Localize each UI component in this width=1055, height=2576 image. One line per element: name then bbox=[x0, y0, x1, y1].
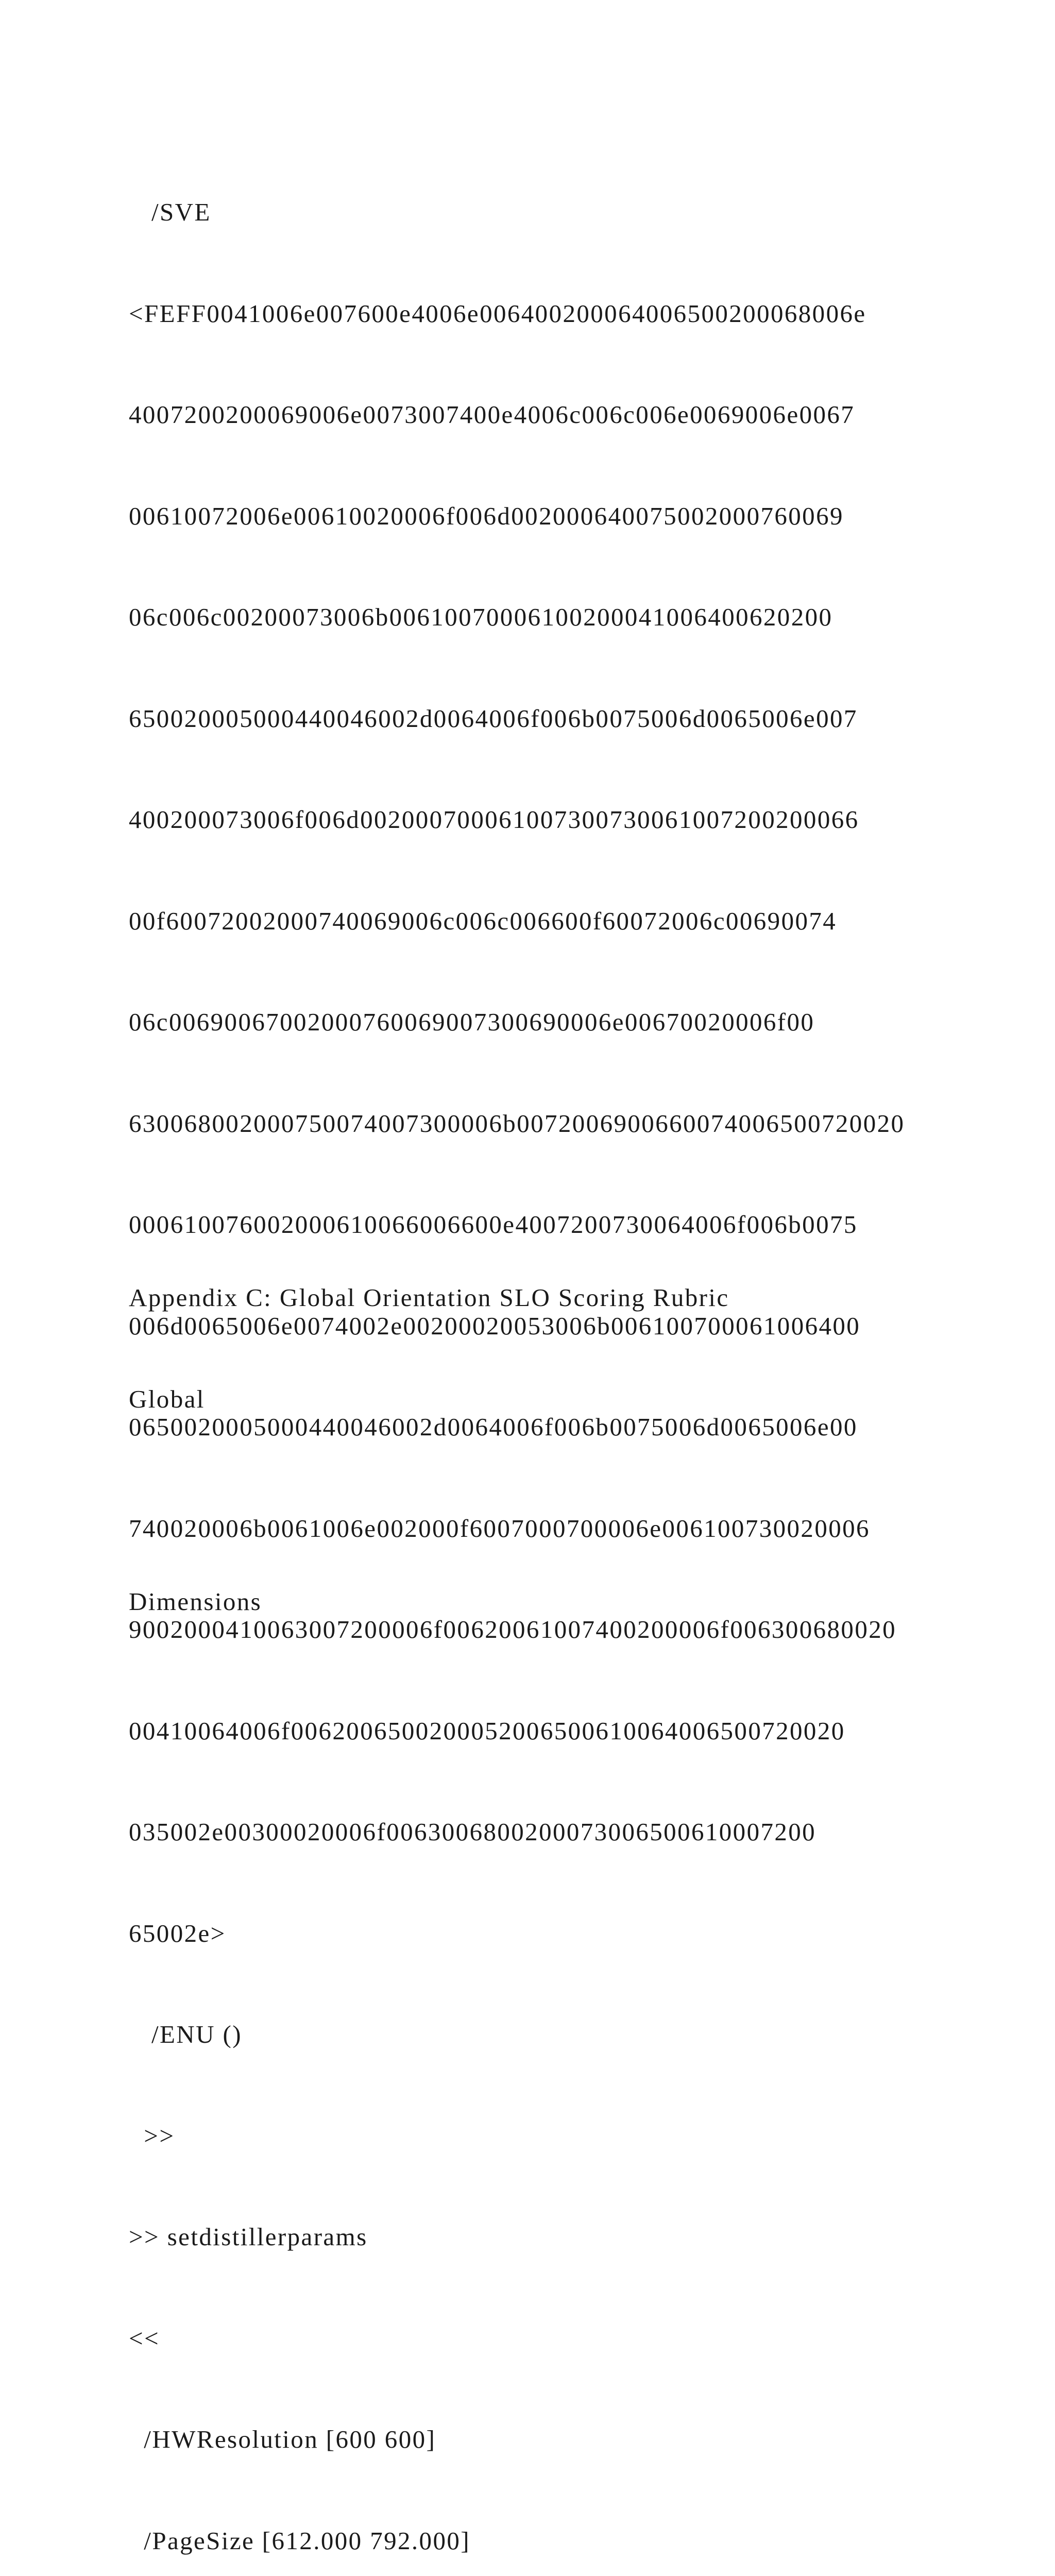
code-line: << bbox=[129, 2324, 160, 2352]
code-line: 000610076002000610066006600e4007200730064006f006b0075 bbox=[129, 1210, 858, 1239]
code-line: >> setdistillerparams bbox=[129, 2223, 368, 2251]
appendix-subtitle-global: Global bbox=[129, 1384, 205, 1413]
code-line: /ENU () bbox=[129, 2020, 242, 2048]
code-line: >> bbox=[129, 2121, 175, 2150]
code-line: 740020006b0061006e002000f6007000700006e006100730020006 bbox=[129, 1514, 870, 1543]
code-line: 035002e00300020006f0063006800200073006500610007200 bbox=[129, 1818, 816, 1846]
code-line: 9002000410063007200006f00620061007400200006f006300680020 bbox=[129, 1615, 897, 1643]
code-line: 650020005000440046002d0064006f006b0075006d0065006e007 bbox=[129, 704, 858, 733]
code-line: 630068002000750074007300006b0072006900660074006500720020 bbox=[129, 1109, 905, 1138]
appendix-section bbox=[129, 1213, 974, 1686]
code-line: 400200073006f006d002000700061007300730061007200200066 bbox=[129, 805, 859, 834]
code-line: /HWResolution [600 600] bbox=[129, 2425, 436, 2453]
code-line: 00410064006f0062006500200052006500610064006500720020 bbox=[129, 1716, 845, 1745]
code-line: 00610072006e00610020006f006d002000640075002000760069 bbox=[129, 501, 844, 530]
code-line: 4007200200069006e0073007400e4006c006c006e0069006e0067 bbox=[129, 400, 855, 429]
code-line: /SVE bbox=[129, 198, 211, 226]
code-line: /PageSize [612.000 792.000] bbox=[129, 2526, 470, 2555]
appendix-title: Appendix C: Global Orientation SLO Scoring Rubric bbox=[129, 1283, 729, 1312]
code-line: <FEFF0041006e007600e4006e006400200064006500200068006e bbox=[129, 299, 866, 328]
code-line: 00f60072002000740069006c006c006600f60072006c00690074 bbox=[129, 906, 837, 935]
code-line: 06c00690067002000760069007300690006e00670020006f00 bbox=[129, 1008, 815, 1036]
code-line: 65002e> bbox=[129, 1919, 226, 1947]
appendix-dimensions-label: Dimensions bbox=[129, 1587, 262, 1616]
code-line: 006d0065006e0074002e00200020053006b006100700061006400 bbox=[129, 1311, 861, 1340]
code-line: 06c006c00200073006b00610070006100200041006400620200 bbox=[129, 603, 833, 631]
code-line: 0650020005000440046002d0064006f006b0075006d0065006e00 bbox=[129, 1413, 858, 1441]
blank-line bbox=[129, 1483, 974, 1517]
